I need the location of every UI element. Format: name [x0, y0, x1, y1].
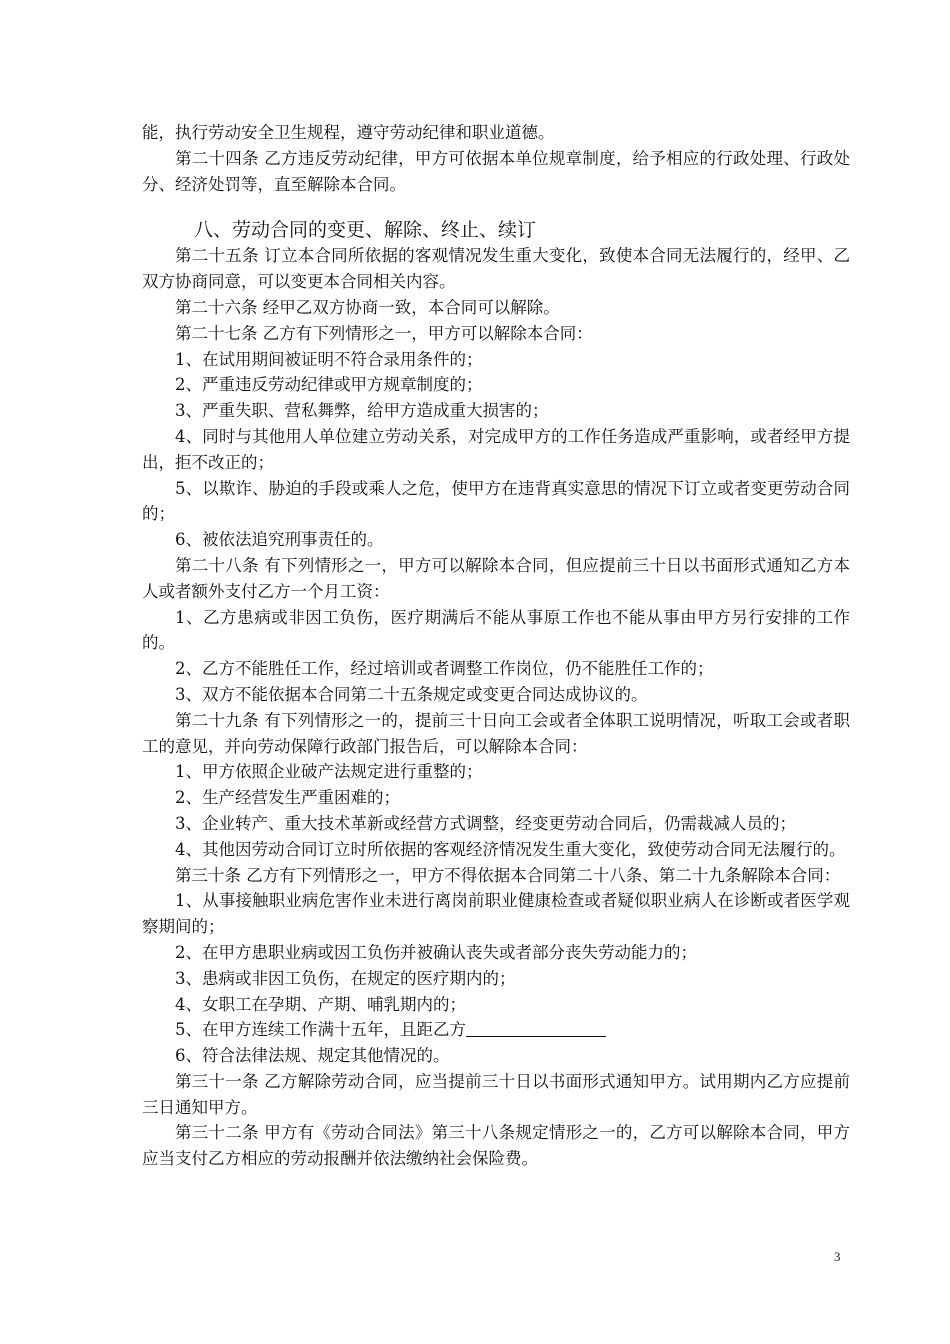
paragraph: 第三十条 乙方有下列情形之一，甲方不得依据本合同第二十八条、第二十九条解除本合同：	[175, 865, 841, 885]
paragraph-article-24: 第二十四条 乙方违反劳动纪律，甲方可依据本单位规章制度，给予相应的行政处理、行政处分、经济处罚等，直至解除本合同。	[142, 148, 850, 194]
paragraph: 1、在试用期间被证明不符合录用条件的；	[175, 349, 483, 369]
paragraph: 2、严重违反劳动纪律或甲方规章制度的；	[175, 375, 483, 395]
paragraph: 第二十九条 有下列情形之一的，提前三十日向工会或者全体职工说明情况，听取工会或者职工的意见，并向劳动保障行政部门报告后，可以解除本合同：	[142, 710, 850, 756]
paragraph: 第二十八条 有下列情形之一，甲方可以解除本合同，但应提前三十日以书面形式通知乙方本人或者额外支付乙方一个月工资：	[142, 555, 850, 601]
paragraph: 2、生产经营发生严重困难的；	[175, 788, 400, 808]
paragraph: 第三十一条 乙方解除劳动合同，应当提前三十日以书面形式通知甲方。试用期内乙方应提前三日通知甲方。	[142, 1071, 850, 1117]
item5-text: 5、在甲方连续工作满十五年，且距乙方	[175, 1020, 466, 1040]
fill-in-blank	[466, 1020, 606, 1037]
paragraph: 3、企业转产、重大技术革新或经营方式调整，经变更劳动合同后，仍需裁减人员的；	[175, 813, 796, 833]
paragraph: 2、在甲方患职业病或因工负伤并被确认丧失或者部分丧失劳动能力的；	[175, 942, 697, 962]
paragraph: 1、乙方患病或非因工负伤，医疗期满后不能从事原工作也不能从事由甲方另行安排的工作的。	[142, 607, 850, 653]
paragraph: 第二十五条 订立本合同所依据的客观情况发生重大变化，致使本合同无法履行的，经甲、乙双方协商同意，可以变更本合同相关内容。	[142, 246, 850, 292]
paragraph-list	[142, 243, 850, 1172]
paragraph-continued: 能，执行劳动安全卫生规程，遵守劳动纪律和职业道德。	[142, 123, 555, 142]
paragraph: 3、双方不能依据本合同第二十五条规定或变更合同达成协议的。	[175, 684, 648, 704]
paragraph: 4、女职工在孕期、产期、哺乳期内的；	[175, 994, 466, 1014]
page-body	[142, 120, 850, 1172]
paragraph: 第二十七条 乙方有下列情形之一，甲方可以解除本合同：	[175, 323, 593, 343]
paragraph: 1、甲方依照企业破产法规定进行重整的；	[175, 762, 483, 782]
section-heading: 八、劳动合同的变更、解除、终止、续订	[194, 219, 537, 242]
paragraph: 1、从事接触职业病危害作业未进行离岗前职业健康检查或者疑似职业病人在诊断或者医学观察期间的；	[142, 891, 850, 937]
paragraph: 第三十二条 甲方有《劳动合同法》第三十八条规定情形之一的，乙方可以解除本合同，甲方应当支付乙方相应的劳动报酬并依法缴纳社会保险费。	[142, 1123, 850, 1169]
paragraph: 3、患病或非因工负伤，在规定的医疗期内的；	[175, 968, 516, 988]
page-number: 3	[834, 1249, 841, 1264]
paragraph: 6、被依法追究刑事责任的。	[175, 530, 384, 550]
paragraph: 4、其他因劳动合同订立时所依据的客观经济情况发生重大变化，致使劳动合同无法履行的。	[175, 839, 846, 859]
paragraph: 第二十六条 经甲乙双方协商一致，本合同可以解除。	[175, 297, 560, 317]
paragraph: 6、符合法律法规、规定其他情况的。	[175, 1046, 450, 1066]
paragraph: 4、同时与其他用人单位建立劳动关系，对完成甲方的工作任务造成严重影响，或者经甲方提出，拒不改正的；	[142, 426, 850, 472]
paragraph-with-blank	[142, 1017, 850, 1043]
paragraph: 5、以欺诈、胁迫的手段或乘人之危，使甲方在违背真实意思的情况下订立或者变更劳动合同的；	[142, 478, 850, 524]
paragraph: 3、严重失职、营私舞弊，给甲方造成重大损害的；	[175, 401, 549, 421]
paragraph: 2、乙方不能胜任工作，经过培训或者调整工作岗位，仍不能胜任工作的；	[175, 659, 714, 679]
